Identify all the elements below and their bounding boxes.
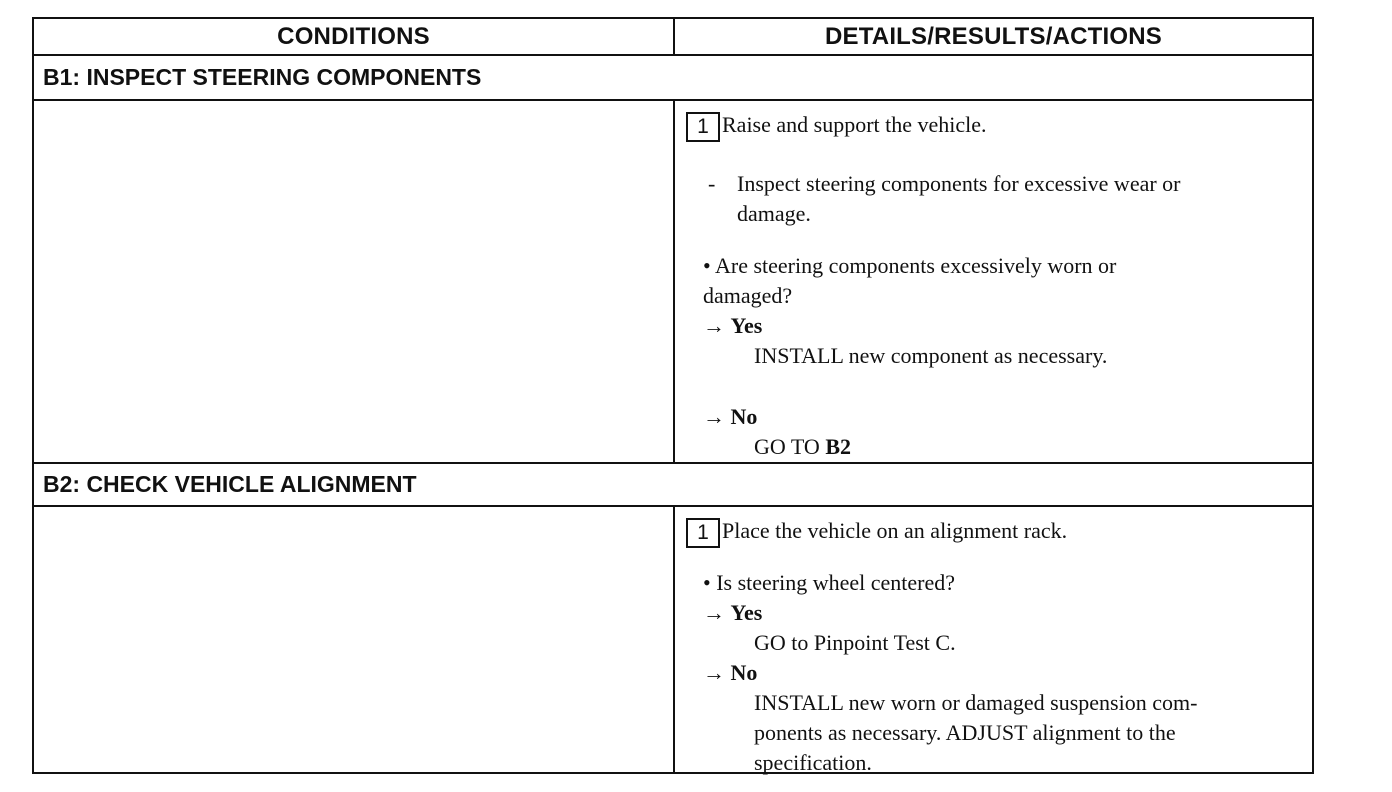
b2-yes-label: Yes: [730, 600, 763, 625]
b2-no-label: No: [730, 660, 758, 685]
b2-question: • Is steering wheel centered?: [703, 570, 956, 595]
b1-question-line2: damaged?: [703, 283, 793, 308]
section-title-b1: B1: INSPECT STEERING COMPONENTS: [34, 56, 1312, 101]
b1-step-text: Raise and support the vehicle.: [722, 112, 987, 137]
b1-dash: -: [708, 171, 716, 196]
b2-no-action-line1: INSTALL new worn or damaged suspension com-: [754, 690, 1198, 715]
b1-no-label: No: [730, 404, 758, 429]
b1-step-1: [686, 110, 987, 142]
b1-yes-label: Yes: [730, 313, 763, 338]
step-number-box: 1: [686, 518, 720, 548]
step-number-box: 1: [686, 112, 720, 142]
conditions-header: CONDITIONS: [277, 22, 430, 50]
b2-no-action-line2: ponents as necessary. ADJUST alignment to the: [754, 720, 1176, 745]
b2-step-1: [686, 516, 1067, 548]
b2-yes-result: [703, 598, 762, 628]
section-body-b1: [34, 101, 1312, 462]
b1-no-action-prefix: GO TO: [754, 434, 826, 459]
b1-inspect-line2: damage.: [737, 201, 811, 226]
b2-yes-action: GO to Pinpoint Test C.: [754, 630, 956, 655]
b1-inspect-line1: Inspect steering components for excessive wear or: [737, 171, 1181, 196]
b2-step-text: Place the vehicle on an alignment rack.: [722, 518, 1068, 543]
b1-no-result: [703, 402, 757, 432]
b1-question-line1: • Are steering components excessively worn or: [703, 253, 1117, 278]
diagnostic-table: [32, 17, 1314, 774]
section-title-b2: B2: CHECK VEHICLE ALIGNMENT: [34, 462, 1312, 507]
b1-no-action: [754, 432, 851, 462]
b2-no-result: [703, 658, 757, 688]
b1-yes-result: [703, 311, 762, 341]
arrow-icon: →: [703, 404, 725, 429]
table-header-row: [34, 19, 1312, 56]
arrow-icon: →: [703, 313, 725, 338]
arrow-icon: →: [703, 660, 725, 685]
b1-details-cell: [675, 101, 1312, 462]
arrow-icon: →: [703, 600, 725, 625]
b2-details-cell: [675, 507, 1312, 775]
b1-yes-action: INSTALL new component as necessary.: [754, 343, 1108, 368]
b1-no-action-target: B2: [825, 434, 851, 459]
section-body-b2: [34, 507, 1312, 775]
details-header: DETAILS/RESULTS/ACTIONS: [673, 19, 1312, 54]
b2-no-action-line3: specification.: [754, 750, 872, 775]
